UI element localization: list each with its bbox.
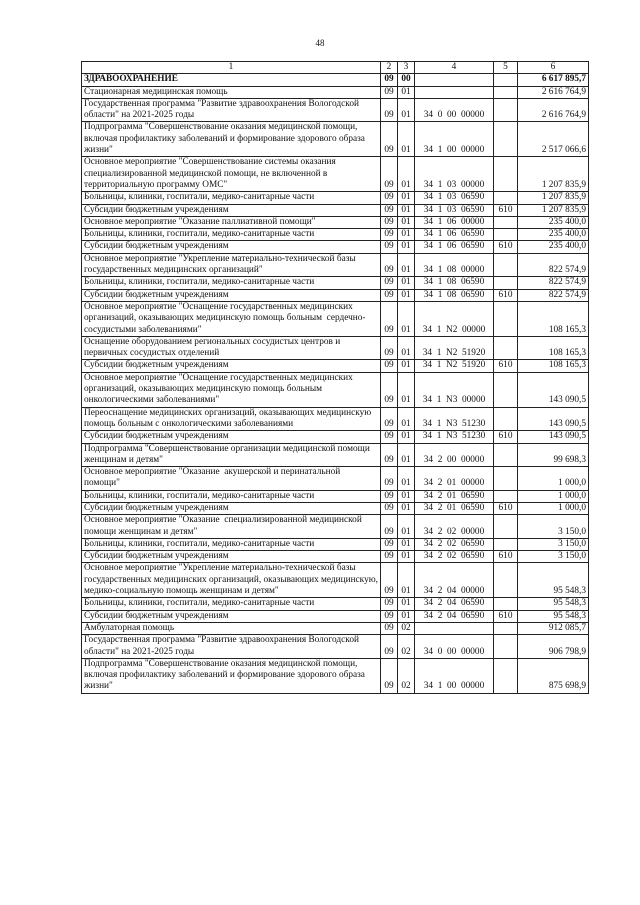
table-row	[82, 253, 589, 277]
row-subsection: 01	[398, 277, 415, 289]
row-name: Субсидии бюджетным учреждениям	[82, 241, 381, 253]
row-name: Субсидии бюджетным учреждениям	[82, 289, 381, 301]
table-row	[82, 336, 589, 360]
row-name: Подпрограмма "Совершенствование оказания медицинской помощи, включая профилактику заболеваний и формирование здорового образа жизни"	[82, 658, 381, 693]
row-amount: 1 207 835,9	[518, 204, 589, 216]
row-expense-type	[494, 253, 518, 277]
table-row	[82, 538, 589, 550]
table-row	[82, 74, 589, 86]
row-target-article: 34 1 N3 00000	[415, 372, 494, 407]
row-subsection: 01	[398, 515, 415, 539]
row-name: Субсидии бюджетным учреждениям	[82, 551, 381, 563]
row-expense-type	[494, 658, 518, 693]
row-name: Переоснащение медицинских организаций, оказывающих медицинскую помощь больным с онкологическими заболеваниями	[82, 407, 381, 431]
row-section: 09	[381, 216, 398, 228]
table-row	[82, 301, 589, 336]
row-target-article: 34 2 01 00000	[415, 467, 494, 491]
row-name: Подпрограмма "Совершенствование организации медицинской помощи женщинам и детям"	[82, 443, 381, 467]
row-section: 09	[381, 372, 398, 407]
row-amount: 1 207 835,9	[518, 192, 589, 204]
row-amount: 2 517 066,6	[518, 122, 589, 157]
row-target-article: 34 1 06 06590	[415, 241, 494, 253]
row-subsection: 01	[398, 538, 415, 550]
table-row	[82, 216, 589, 228]
row-expense-type	[494, 467, 518, 491]
row-expense-type	[494, 407, 518, 431]
budget-table	[81, 61, 589, 694]
row-target-article: 34 2 04 06590	[415, 598, 494, 610]
column-header: 6	[518, 62, 589, 74]
row-name: Субсидии бюджетным учреждениям	[82, 431, 381, 443]
row-subsection: 01	[398, 563, 415, 598]
row-name: Субсидии бюджетным учреждениям	[82, 204, 381, 216]
row-expense-type	[494, 301, 518, 336]
row-subsection: 01	[398, 241, 415, 253]
table-row	[82, 229, 589, 241]
row-amount: 1 000,0	[518, 467, 589, 491]
row-subsection: 01	[398, 289, 415, 301]
table-row	[82, 431, 589, 443]
row-expense-type	[494, 336, 518, 360]
row-subsection: 01	[398, 336, 415, 360]
row-expense-type: 610	[494, 431, 518, 443]
table-row	[82, 563, 589, 598]
row-expense-type: 610	[494, 289, 518, 301]
row-expense-type	[494, 515, 518, 539]
row-expense-type	[494, 74, 518, 86]
row-target-article: 34 1 N2 00000	[415, 301, 494, 336]
row-expense-type	[494, 538, 518, 550]
row-amount: 108 165,3	[518, 360, 589, 372]
row-amount: 2 616 764,9	[518, 86, 589, 98]
row-amount: 3 150,0	[518, 551, 589, 563]
row-expense-type	[494, 372, 518, 407]
row-expense-type: 610	[494, 241, 518, 253]
row-name: Подпрограмма "Совершенствование оказания медицинской помощи, включая профилактику заболеваний и формирование здорового образа жизни"	[82, 122, 381, 157]
row-name: Основное мероприятие "Оснащение государственных медицинских организаций, оказывающих медицинскую помощь больным сердечно-сосудистыми заболеваниями"	[82, 301, 381, 336]
row-subsection: 01	[398, 407, 415, 431]
row-amount: 95 548,3	[518, 563, 589, 598]
row-name: Больницы, клиники, госпитали, медико-санитарные части	[82, 277, 381, 289]
row-target-article: 34 1 03 06590	[415, 204, 494, 216]
row-section: 09	[381, 204, 398, 216]
row-target-article: 34 2 00 00000	[415, 443, 494, 467]
row-expense-type	[494, 192, 518, 204]
row-amount: 906 798,9	[518, 635, 589, 659]
row-section: 09	[381, 431, 398, 443]
row-target-article: 34 2 02 06590	[415, 551, 494, 563]
table-row	[82, 515, 589, 539]
row-target-article: 34 1 08 06590	[415, 277, 494, 289]
row-amount: 95 548,3	[518, 610, 589, 622]
row-subsection: 01	[398, 157, 415, 192]
row-amount: 143 090,5	[518, 431, 589, 443]
row-section: 09	[381, 253, 398, 277]
row-subsection: 01	[398, 216, 415, 228]
row-subsection: 01	[398, 502, 415, 514]
row-section: 09	[381, 538, 398, 550]
row-target-article: 34 2 01 06590	[415, 490, 494, 502]
table-header-row	[82, 62, 589, 74]
table-row	[82, 372, 589, 407]
table-row	[82, 490, 589, 502]
row-section: 09	[381, 157, 398, 192]
row-expense-type: 610	[494, 360, 518, 372]
row-expense-type: 610	[494, 204, 518, 216]
row-target-article: 34 2 02 06590	[415, 538, 494, 550]
row-target-article: 34 1 N2 51920	[415, 336, 494, 360]
row-subsection: 01	[398, 301, 415, 336]
row-amount: 99 698,3	[518, 443, 589, 467]
row-expense-type	[494, 443, 518, 467]
row-target-article: 34 2 01 06590	[415, 502, 494, 514]
row-target-article: 34 1 08 00000	[415, 253, 494, 277]
row-target-article: 34 1 N2 51920	[415, 360, 494, 372]
row-target-article: 34 1 N3 51230	[415, 407, 494, 431]
row-name: Оснащение оборудованием региональных сосудистых центров и первичных сосудистых отделений	[82, 336, 381, 360]
row-section: 09	[381, 502, 398, 514]
row-target-article: 34 0 00 00000	[415, 98, 494, 122]
table-row	[82, 122, 589, 157]
row-subsection: 00	[398, 74, 415, 86]
row-name: Субсидии бюджетным учреждениям	[82, 360, 381, 372]
page-number: 48	[315, 38, 325, 48]
row-subsection: 01	[398, 610, 415, 622]
row-target-article	[415, 86, 494, 98]
row-expense-type	[494, 563, 518, 598]
table-row	[82, 551, 589, 563]
row-section: 09	[381, 241, 398, 253]
row-section: 09	[381, 443, 398, 467]
row-section: 09	[381, 598, 398, 610]
row-amount: 1 000,0	[518, 502, 589, 514]
table-row	[82, 277, 589, 289]
row-subsection: 01	[398, 360, 415, 372]
row-amount: 235 400,0	[518, 216, 589, 228]
row-target-article: 34 1 06 06590	[415, 229, 494, 241]
row-target-article: 34 1 N3 51230	[415, 431, 494, 443]
row-target-article: 34 2 02 00000	[415, 515, 494, 539]
table-row	[82, 598, 589, 610]
row-subsection: 02	[398, 622, 415, 634]
table-row	[82, 204, 589, 216]
row-amount: 235 400,0	[518, 229, 589, 241]
row-amount: 822 574,9	[518, 289, 589, 301]
row-expense-type	[494, 86, 518, 98]
row-name: Больницы, клиники, госпитали, медико-санитарные части	[82, 229, 381, 241]
row-expense-type	[494, 98, 518, 122]
row-expense-type	[494, 598, 518, 610]
row-section: 09	[381, 289, 398, 301]
row-target-article: 34 1 03 06590	[415, 192, 494, 204]
row-subsection: 01	[398, 253, 415, 277]
row-subsection: 02	[398, 635, 415, 659]
row-name: Амбулаторная помощь	[82, 622, 381, 634]
row-name: Основное мероприятие "Укрепление материально-технической базы государственных медицинских организаций, оказывающих медицинскую, медико-социальную помощь женщинам и детям"	[82, 563, 381, 598]
row-name: Основное мероприятие "Укрепление материально-технической базы государственных медицинских организаций"	[82, 253, 381, 277]
row-section: 09	[381, 86, 398, 98]
row-section: 09	[381, 122, 398, 157]
row-subsection: 01	[398, 204, 415, 216]
row-name: Больницы, клиники, госпитали, медико-санитарные части	[82, 192, 381, 204]
row-expense-type: 610	[494, 502, 518, 514]
row-target-article	[415, 74, 494, 86]
row-amount: 108 165,3	[518, 301, 589, 336]
row-amount: 3 150,0	[518, 515, 589, 539]
row-target-article: 34 1 03 00000	[415, 157, 494, 192]
row-name: Субсидии бюджетным учреждениям	[82, 610, 381, 622]
row-subsection: 01	[398, 443, 415, 467]
row-amount: 912 085,7	[518, 622, 589, 634]
row-amount: 822 574,9	[518, 253, 589, 277]
row-subsection: 01	[398, 372, 415, 407]
row-target-article: 34 1 00 00000	[415, 122, 494, 157]
row-amount: 143 090,5	[518, 372, 589, 407]
column-header: 4	[415, 62, 494, 74]
row-section: 09	[381, 490, 398, 502]
row-amount: 143 090,5	[518, 407, 589, 431]
row-name: Основное мероприятие "Оснащение государственных медицинских организаций, оказывающих медицинскую помощь больным онкологическими заболеваниями"	[82, 372, 381, 407]
row-subsection: 02	[398, 658, 415, 693]
row-section: 09	[381, 360, 398, 372]
row-section: 09	[381, 192, 398, 204]
row-name: Государственная программа "Развитие здравоохранения Вологодской области" на 2021-2025 годы	[82, 98, 381, 122]
row-section: 09	[381, 622, 398, 634]
row-target-article: 34 2 04 00000	[415, 563, 494, 598]
row-section: 09	[381, 301, 398, 336]
table-row	[82, 192, 589, 204]
row-amount: 1 000,0	[518, 490, 589, 502]
row-section: 09	[381, 277, 398, 289]
table-row	[82, 622, 589, 634]
row-expense-type	[494, 157, 518, 192]
row-section: 09	[381, 467, 398, 491]
row-subsection: 01	[398, 490, 415, 502]
row-expense-type	[494, 635, 518, 659]
row-amount: 235 400,0	[518, 241, 589, 253]
table-row	[82, 610, 589, 622]
table-row	[82, 635, 589, 659]
row-name: ЗДРАВООХРАНЕНИЕ	[82, 74, 381, 86]
table-row	[82, 241, 589, 253]
row-amount: 2 616 764,9	[518, 98, 589, 122]
row-target-article: 34 1 00 00000	[415, 658, 494, 693]
row-name: Основное мероприятие "Совершенствование системы оказания специализированной медицинской помощи, не включенной в территориальную программу ОМС"	[82, 157, 381, 192]
row-amount: 822 574,9	[518, 277, 589, 289]
row-expense-type	[494, 277, 518, 289]
row-target-article: 34 1 08 06590	[415, 289, 494, 301]
column-header: 1	[82, 62, 381, 74]
row-expense-type	[494, 216, 518, 228]
row-expense-type	[494, 490, 518, 502]
row-name: Субсидии бюджетным учреждениям	[82, 502, 381, 514]
row-target-article: 34 1 06 00000	[415, 216, 494, 228]
row-section: 09	[381, 563, 398, 598]
row-amount: 875 698,9	[518, 658, 589, 693]
table-row	[82, 360, 589, 372]
table-row	[82, 407, 589, 431]
row-section: 09	[381, 610, 398, 622]
row-expense-type	[494, 622, 518, 634]
row-amount: 95 548,3	[518, 598, 589, 610]
row-name: Основное мероприятие "Оказание специализированной медицинской помощи женщинам и детям"	[82, 515, 381, 539]
row-section: 09	[381, 229, 398, 241]
row-amount: 3 150,0	[518, 538, 589, 550]
row-name: Больницы, клиники, госпитали, медико-санитарные части	[82, 598, 381, 610]
table-row	[82, 289, 589, 301]
row-expense-type: 610	[494, 610, 518, 622]
table-row	[82, 157, 589, 192]
column-header: 3	[398, 62, 415, 74]
row-amount: 6 617 895,7	[518, 74, 589, 86]
row-section: 09	[381, 515, 398, 539]
row-section: 09	[381, 635, 398, 659]
row-name: Стационарная медицинская помощь	[82, 86, 381, 98]
row-subsection: 01	[398, 86, 415, 98]
row-subsection: 01	[398, 229, 415, 241]
row-subsection: 01	[398, 98, 415, 122]
row-target-article: 34 2 04 06590	[415, 610, 494, 622]
row-target-article: 34 0 00 00000	[415, 635, 494, 659]
row-target-article	[415, 622, 494, 634]
row-subsection: 01	[398, 467, 415, 491]
row-expense-type	[494, 122, 518, 157]
row-subsection: 01	[398, 122, 415, 157]
table-row	[82, 98, 589, 122]
row-expense-type: 610	[494, 551, 518, 563]
row-expense-type	[494, 229, 518, 241]
row-name: Основное мероприятие "Оказание паллиативной помощи"	[82, 216, 381, 228]
table-row	[82, 658, 589, 693]
table-row	[82, 86, 589, 98]
row-subsection: 01	[398, 192, 415, 204]
row-section: 09	[381, 336, 398, 360]
row-name: Основное мероприятие "Оказание акушерской и перинатальной помощи"	[82, 467, 381, 491]
row-section: 09	[381, 658, 398, 693]
table-row	[82, 467, 589, 491]
row-subsection: 01	[398, 598, 415, 610]
row-subsection: 01	[398, 551, 415, 563]
row-section: 09	[381, 74, 398, 86]
row-name: Больницы, клиники, госпитали, медико-санитарные части	[82, 538, 381, 550]
row-amount: 108 165,3	[518, 336, 589, 360]
row-amount: 1 207 835,9	[518, 157, 589, 192]
row-section: 09	[381, 551, 398, 563]
row-name: Государственная программа "Развитие здравоохранения Вологодской области" на 2021-2025 годы	[82, 635, 381, 659]
row-section: 09	[381, 98, 398, 122]
column-header: 5	[494, 62, 518, 74]
table-row	[82, 443, 589, 467]
row-section: 09	[381, 407, 398, 431]
row-subsection: 01	[398, 431, 415, 443]
row-name: Больницы, клиники, госпитали, медико-санитарные части	[82, 490, 381, 502]
table-row	[82, 502, 589, 514]
column-header: 2	[381, 62, 398, 74]
